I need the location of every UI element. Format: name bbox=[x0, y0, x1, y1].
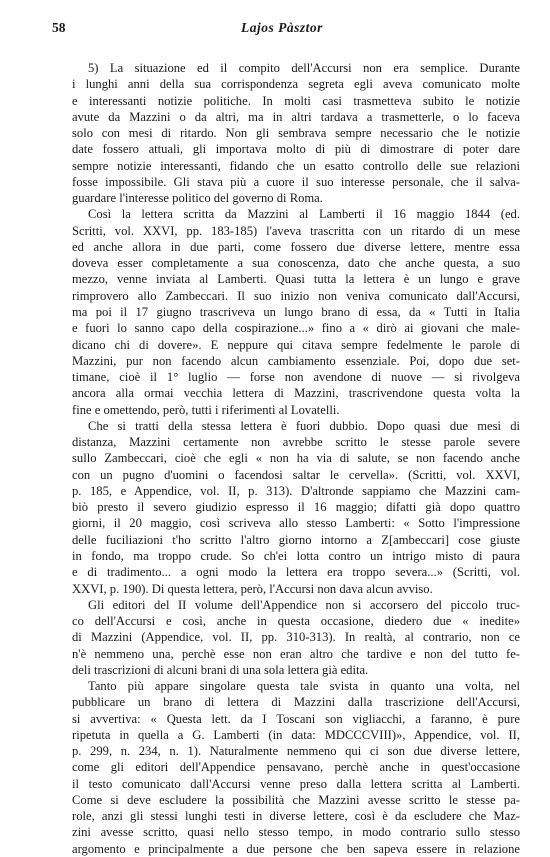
text-line: n'è nemmeno una, perchè esse non eran altro che tardive e non del tutto fe- bbox=[72, 646, 520, 661]
text-line: Tanto più appare singolare questa tale svista in quanto una volta, nel bbox=[88, 679, 520, 694]
page-number: 58 bbox=[52, 20, 66, 35]
text-line: timane, cioè il 1° luglio — forse non avendone di nuove — si rivolgeva bbox=[72, 370, 520, 385]
text-line: ed anche allora in due parti, come fossero due diverse lettere, mentre essa bbox=[72, 239, 520, 254]
text-line: come gli editori dell'Appendice pensavano, perchè anche in quest'occasione bbox=[72, 760, 520, 775]
text-line: delle fuciliazioni t'ho scritto l'altro giorno intorno a Z[ambeccari] cose giuste bbox=[72, 532, 520, 547]
text-line: Gli editori del II volume dell'Appendice non si accorsero del piccolo truc- bbox=[88, 597, 520, 612]
text-line: Che si tratti della stessa lettera è fuori dubbio. Dopo quasi due mesi di bbox=[88, 418, 520, 433]
text-line: Così la lettera scritta da Mazzini al Lamberti il 16 maggio 1844 (ed. bbox=[88, 207, 520, 222]
text-line: deli trascrizioni di alcuni brani di una sola lettera già edita. bbox=[72, 662, 369, 677]
text-line: argomento e principalmente a due persone che ben sapeva essere in relazione bbox=[72, 841, 520, 856]
text-line: Mazzini, pur non facendo alcun cambiamento essenziale. Poi, dopo due set- bbox=[72, 353, 520, 368]
text-line: avute da Mazzini o da altri, ma in altri tardava a trasmetterle, o lo faceva bbox=[72, 109, 520, 124]
text-line: Come si deve escludere la possibilità che Mazzini avesse scritto le stesse pa- bbox=[72, 792, 520, 807]
text-line: rimprovero allo Zambeccari. Il suo inizio non veniva comunicato dall'Accursi, bbox=[72, 288, 520, 303]
text-line: in fondo, ma troppo crude. So ch'ei lotta contro un intrigo misto di paura bbox=[72, 548, 520, 563]
text-line: co dell'Accursi e così, anche in questa occasione, diedero due « inedite» bbox=[72, 614, 520, 629]
text-line: 5) La situazione ed il compito dell'Accursi non era semplice. Durante bbox=[88, 61, 520, 75]
text-line: date fossero attuali, gli importava molto di più di dimostrare di poter dare bbox=[72, 142, 520, 157]
text-line: zini avesse scritto, quasi nello stesso tempo, in modo contrario sullo stesso bbox=[72, 825, 520, 840]
text-line: p. 299, n. 234, n. 1). Naturalmente nemmeno qui ci son due diverse lettere, bbox=[72, 744, 520, 759]
text-line: sullo Zambeccari, cioè che egli « non ha via di salute, se non facendo anche bbox=[72, 451, 520, 466]
text-line: sempre notizie interessanti, fidando che un esatto controllo delle sue relazioni bbox=[72, 158, 520, 173]
text-line: ripetuta in quella a G. Lamberti (in data: MDCCCVIII)», Appendice, vol. II, bbox=[72, 727, 520, 742]
text-line: Scritti, vol. XXVI, pp. 183-185) l'aveva trascritta con un ritardo di un mese bbox=[72, 223, 520, 238]
text-line: si avvertiva: « Questa lett. da I Toscani son vigliacchi, a faranno, è pure bbox=[72, 711, 520, 726]
text-line: i lunghi anni della sua corrispondenza segreta egli aveva comunicato molte bbox=[72, 77, 520, 92]
text-line: mezzo, venne inviata al Lamberti. Quasi tutta la lettera è un lungo e grave bbox=[72, 272, 520, 287]
text-line: p. 185, e Appendice, vol. II, p. 313). D'altronde sappiamo che Mazzini cam- bbox=[72, 483, 520, 498]
text-line: di Mazzini (Appendice, vol. II, pp. 310-313). In realtà, al contrario, non ce bbox=[72, 630, 520, 645]
text-line: giorni, il 20 maggio, così scriveva allo stesso Lamberti: « Sotto l'impressione bbox=[72, 516, 520, 531]
text-line: fine e omettendo, però, tutti i riferimenti al Lovatelli. bbox=[72, 402, 340, 417]
body-text bbox=[72, 60, 520, 857]
text-line: il testo comunicato dall'Accursi venne preso dalla lettera scritta al Lamberti. bbox=[72, 776, 520, 791]
text-line: dicano chi di dovere». E neppure qui citava sempre fedelmente le parole di bbox=[72, 337, 520, 352]
text-line: con un pugno d'uomini o facendosi saltar le cervella». (Scritti, vol. XXVI, bbox=[72, 467, 520, 482]
text-line: doveva esser completamente a sua conoscenza, dato che anche questa, a suo bbox=[72, 256, 520, 271]
text-line: XXVI, p. 190). Di questa lettera, però, l'Accursi non dava alcun avviso. bbox=[72, 581, 433, 596]
running-title: Lajos Pàsztor bbox=[241, 20, 323, 35]
text-line: e fuori lo sanno capo della cospirazione...» fino a « dirò ai giovani che male- bbox=[72, 321, 520, 336]
text-line: e interessanti notizie politiche. In molti casi trasmetteva subito le notizie bbox=[72, 93, 520, 108]
text-line: e di tradimento... a ogni modo la lettera era troppo severa...» (Scritti, vol. bbox=[72, 565, 520, 580]
text-line: guardare l'interesse politico del governo di Roma. bbox=[72, 191, 323, 206]
text-line: pubblicare un brano di lettera di Mazzini dalla trascrizione dell'Accursi, bbox=[72, 695, 520, 710]
text-line: fosse impossibile. Gli stava più a cuore il suo interesse personale, che il salva- bbox=[72, 174, 520, 189]
page-header bbox=[52, 20, 512, 38]
text-line: distanza, Mazzini certamente non avrebbe scritto le stesse parole severe bbox=[72, 435, 520, 450]
text-line: solo con mesi di ritardo. Non gli sembrava sempre necessario che le notizie bbox=[72, 126, 520, 141]
text-line: role, anzi gli stessi lunghi testi in diverse lettere, così è da escludere che Maz- bbox=[72, 809, 520, 824]
text-line: ma poi il 17 giugno trascriveva un lungo brano di essa, da « Tutti in Italia bbox=[72, 304, 520, 319]
text-line: biò presto il severo giudizio espresso il 16 maggio; difatti già dopo quattro bbox=[72, 500, 520, 515]
text-line: ancora alla ormai vecchia lettera di Mazzini, trascrivendone questa volta la bbox=[72, 386, 520, 401]
